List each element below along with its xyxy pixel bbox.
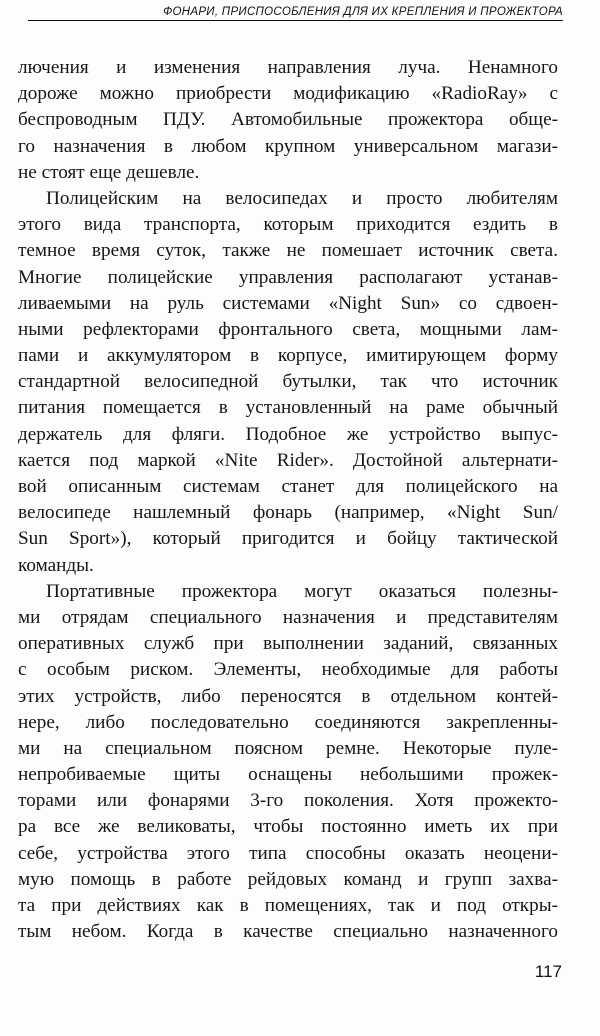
- text-line: ми на специальном поясном ремне. Некоторые пуле-: [18, 737, 558, 759]
- text-line: стандартной велосипедной бутылки, так что источник: [18, 371, 558, 393]
- text-line: Многие полицейские управления располагают устанав-: [18, 266, 558, 288]
- text-line: тым небом. Когда в качестве специально назначенного: [18, 921, 558, 943]
- text-line: кается под маркой «Nite Rider». Достойной альтернати-: [18, 449, 558, 471]
- text-line: вой описанным системам станет для полицейского на: [18, 476, 558, 497]
- text-line: не стоят еще дешевле.: [18, 161, 200, 183]
- text-line: пами и аккумулятором в корпусе, имитирующем форму: [18, 345, 558, 367]
- text-line: питания помещается в установленный на раме обычный: [18, 397, 558, 419]
- text-line: этого вида транспорта, которым приходится ездить в: [18, 214, 558, 236]
- page-number: 117: [534, 962, 562, 981]
- text-line: ными рефлекторами фронтального света, мощными лам-: [18, 318, 558, 340]
- text-line: Sun Sport»), который пригодится и бойцу тактической: [18, 528, 558, 550]
- text-line: торами или фонарями 3-го поколения. Хотя прожекто-: [18, 790, 558, 812]
- text-line: велосипеде нашлемный фонарь (например, «Night Sun/: [18, 502, 558, 524]
- text-line: нере, либо последовательно соединяются закрепленны-: [18, 711, 558, 733]
- text-line: с особым риском. Элементы, необходимые для работы: [18, 659, 558, 681]
- text-line: непробиваемые щиты оснащены небольшими прожек-: [18, 764, 558, 786]
- running-header: ФОНАРИ, ПРИСПОСОБЛЕНИЯ ДЛЯ ИХ КРЕПЛЕНИЯ И ПРОЖЕКТОРА: [28, 6, 563, 21]
- text-line: мую помощь в работе рейдовых команд и групп захва-: [18, 868, 558, 890]
- text-line: го назначения в любом крупном универсальном магази-: [18, 135, 558, 157]
- text-line: этих устройств, либо переносятся в отдельном контей-: [18, 685, 558, 707]
- body-text: [18, 55, 558, 945]
- text-line: Полицейским на велосипедах и просто любителям: [46, 187, 558, 209]
- text-line: Портативные прожектора могут оказаться полезны-: [46, 580, 558, 602]
- text-line: ра все же великоваты, чтобы постоянно иметь их при: [18, 816, 558, 838]
- text-line: беспроводным ПДУ. Автомобильные прожектора обще-: [18, 109, 558, 131]
- text-line: себе, устройства этого типа способны оказать неоцени-: [18, 842, 558, 864]
- text-line: держатель для фляги. Подобное же устройство выпус-: [18, 423, 558, 445]
- text-line: лючения и изменения направления луча. Ненамного: [18, 57, 558, 78]
- text-line: оперативных служб при выполнении заданий, связанных: [18, 633, 558, 655]
- text-line: темное время суток, также не помешает источник света.: [18, 240, 558, 262]
- text-line: ливаемыми на руль системами «Night Sun» со сдвоен-: [18, 292, 558, 314]
- text-line: команды.: [18, 554, 94, 576]
- text-line: та при действиях как в помещениях, так и под откры-: [18, 895, 558, 916]
- text-line: ми отрядам специального назначения и представителям: [18, 606, 558, 628]
- text-line: дороже можно приобрести модификацию «RadioRay» с: [18, 83, 558, 105]
